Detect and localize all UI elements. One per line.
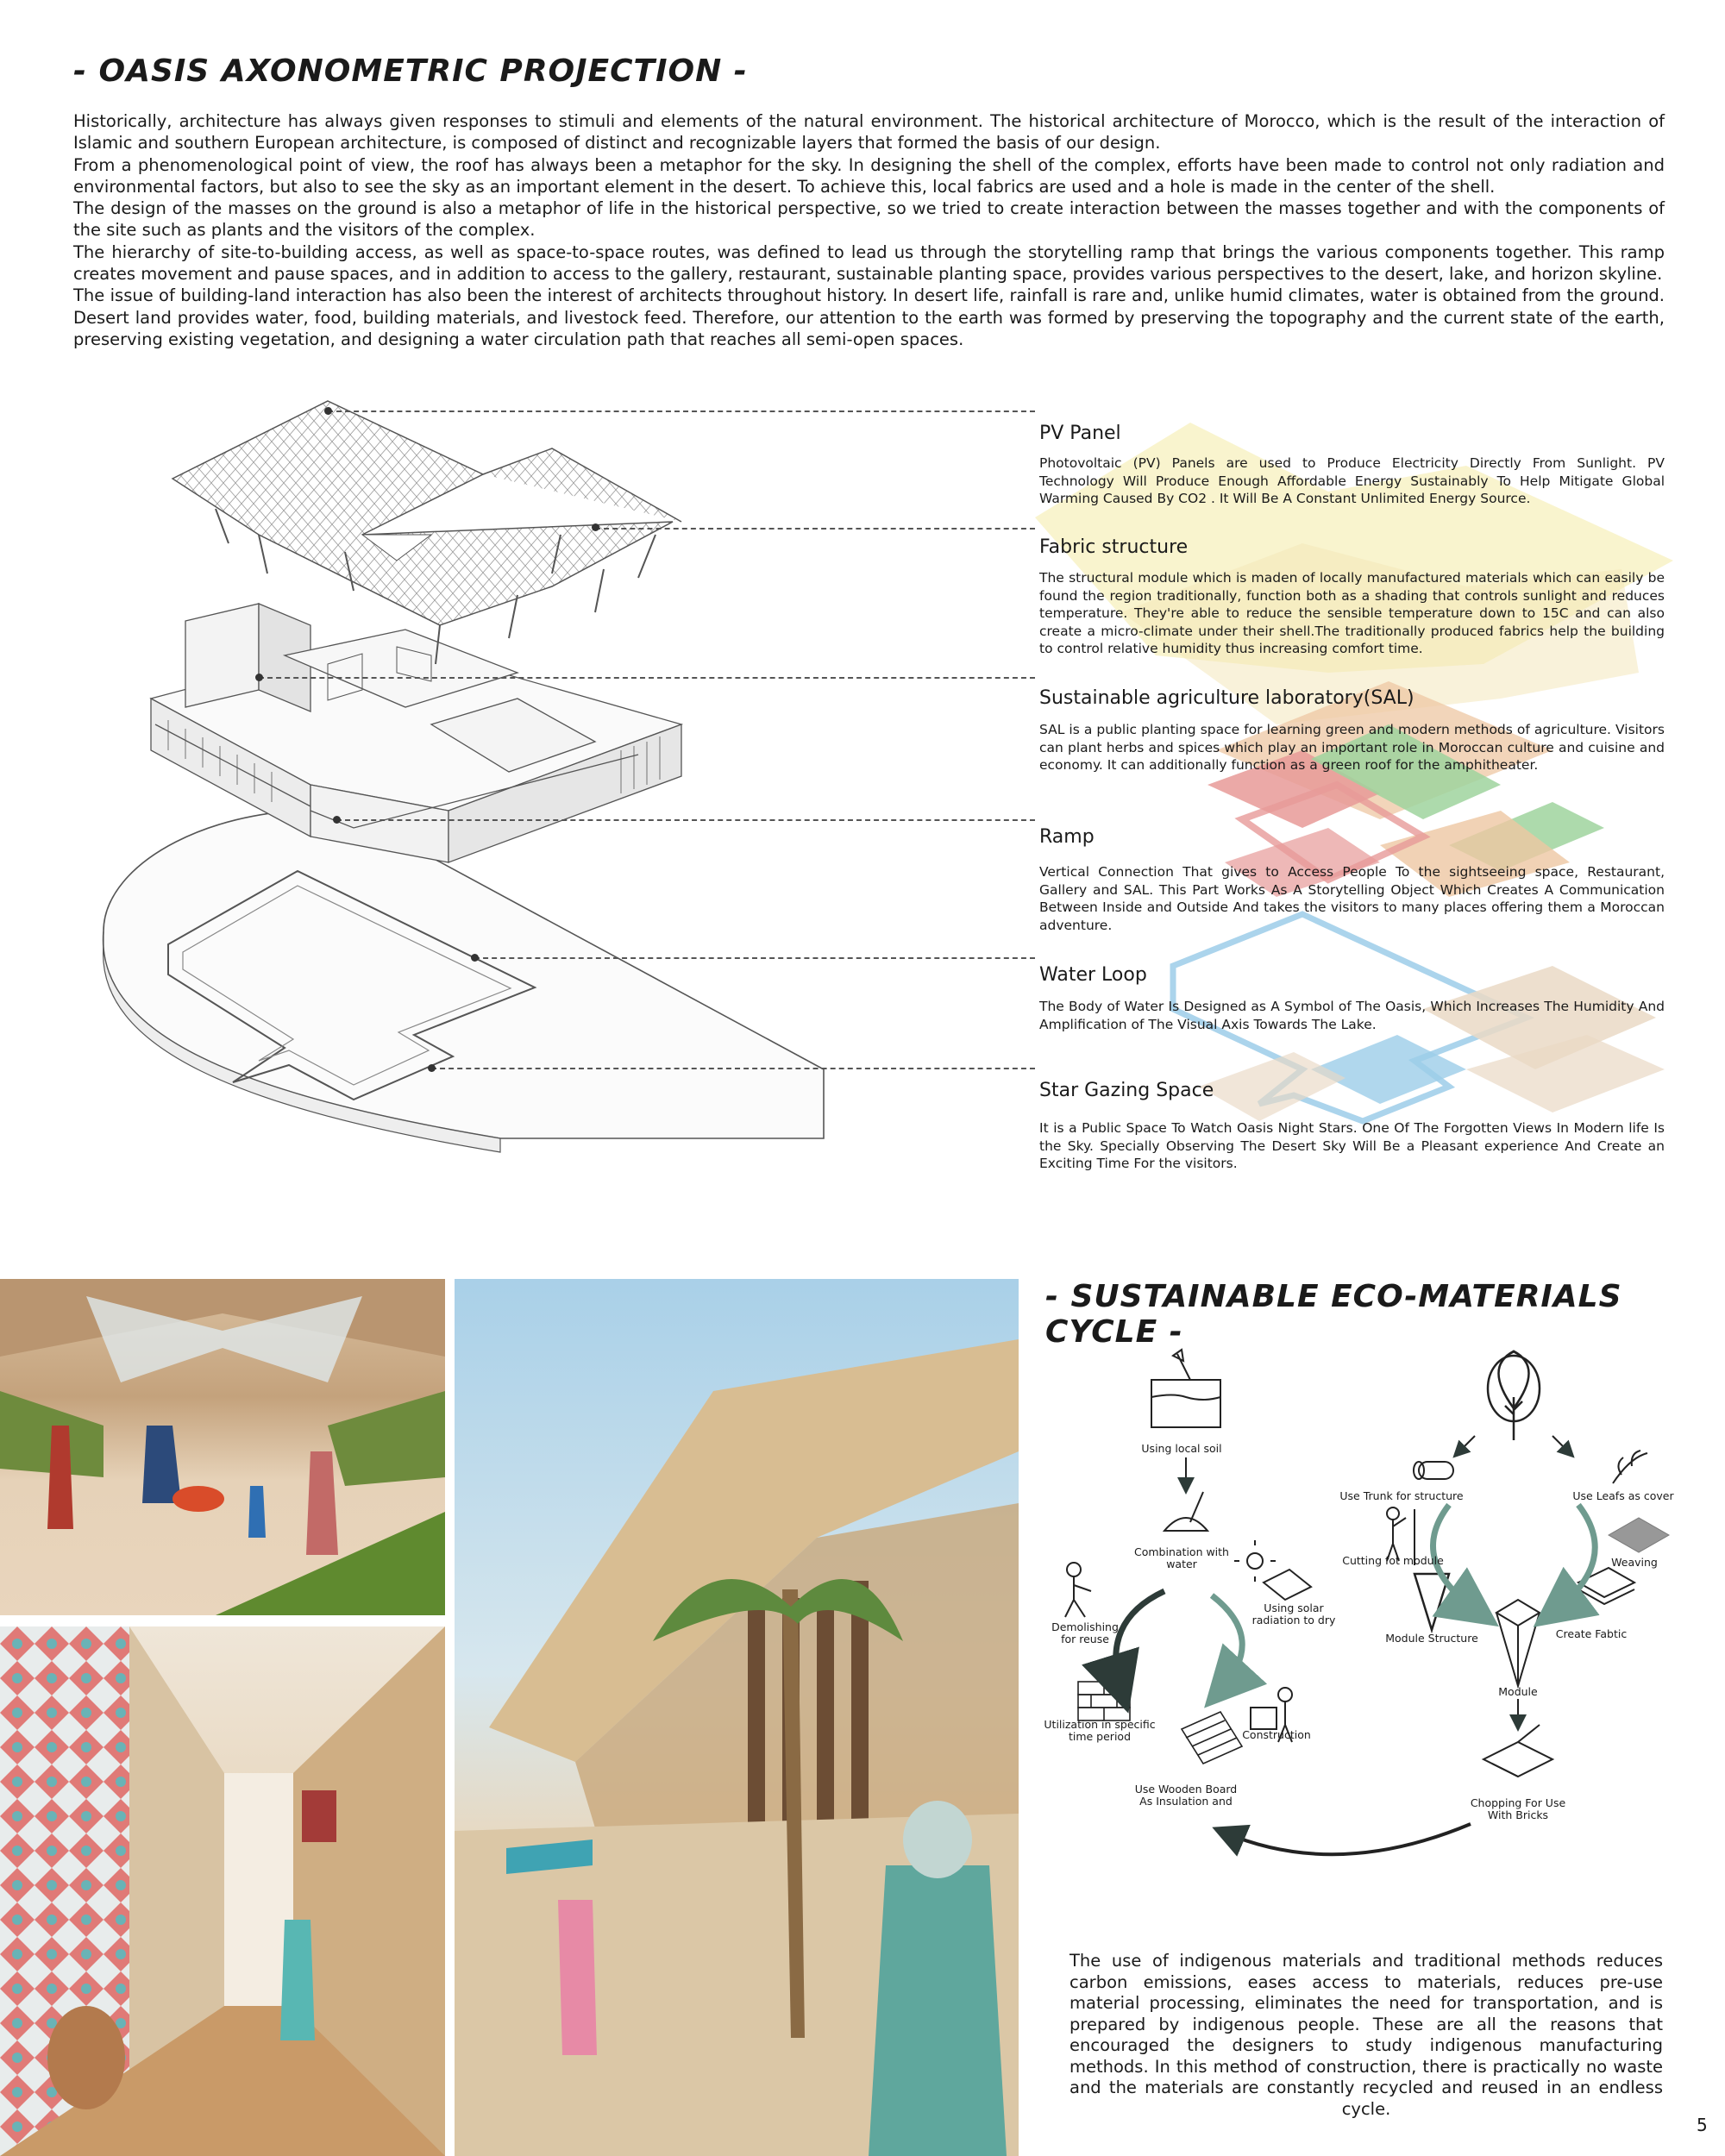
label-create-fabtic: Create Fabtic — [1555, 1627, 1628, 1640]
intro-paragraph: From a phenomenological point of view, the roof has always been a metaphor for the sky. In designing the shell of the complex, efforts have been made to control not only radiation and environmental factors, but also to see the sky as an important element in the desert. To achieve this, local fabrics are used and a hole is made in the center of the shell. — [73, 154, 1665, 197]
render-roof-garden — [0, 1279, 445, 1615]
label-demolishing — [1038, 1621, 1132, 1645]
tree-icon — [1488, 1351, 1540, 1440]
return-arrow — [1225, 1824, 1471, 1854]
axonometric-title: - OASIS AXONOMETRIC PROJECTION - — [73, 53, 748, 89]
intro-text — [73, 110, 1665, 350]
leader-dot — [255, 674, 263, 681]
label-line: radiation to dry — [1251, 1614, 1336, 1626]
label-line: water — [1166, 1557, 1197, 1570]
intro-paragraph: The design of the masses on the ground is also a metaphor of life in the historical perspective, so we tried to create interaction between the masses together and with the components of the site such as plants and the visitors of the complex. — [73, 198, 1665, 241]
leader-dot — [428, 1064, 436, 1072]
layer-label-water-loop: Water Loop — [1039, 964, 1147, 986]
render-corridor — [0, 1626, 445, 2156]
arrow-down-right-icon — [1552, 1436, 1570, 1453]
layer-desc-star-gazing: It is a Public Space To Watch Oasis Night Stars. One Of The Forgotten Views In Modern life Is the Sky. Specially Observing The Desert Sky Will Be a Pleasant experience And Create an Exciting Time For the visitors. — [1039, 1120, 1665, 1171]
intro-paragraph: The issue of building-land interaction has also been the interest of architects throughout history. In desert life, rainfall is rare and, unlike humid climates, water is obtained from the ground. Desert land provides water, food, building materials, and livestock feed. Therefore, our attention to the earth was formed by preserving the topography and the current state of the earth, preserving existing vegetation, and designing a water circulation path that reaches all semi-open spaces. — [73, 285, 1665, 349]
leader-line — [328, 411, 1035, 412]
log-icon — [1414, 1462, 1453, 1479]
layer-desc-water-loop: The Body of Water Is Designed as A Symbol of The Oasis, Which Increases The Humidity And Amplification of The Visual Axis Towards The Lake. — [1039, 999, 1665, 1032]
label-construction: Construction — [1242, 1728, 1311, 1741]
label-utilization — [1035, 1719, 1164, 1743]
label-chopping — [1449, 1797, 1587, 1821]
layer-label-ramp: Ramp — [1039, 826, 1095, 848]
star-gazing-shape — [1311, 1035, 1466, 1104]
leaf-icon — [1613, 1451, 1647, 1483]
chopping-icon — [1484, 1725, 1552, 1777]
label-line: Using solar — [1264, 1601, 1324, 1614]
soil-icon — [1151, 1350, 1220, 1427]
eco-materials-text: The use of indigenous materials and traditional methods reduces carbon emissions, eases access to materials, reduces pre-use material processing, eliminates the need for transportation, and is prepared by indigenous people. These are all the reasons that encouraged the designers to study indigenous manufacturing methods. In this method of construction, there is practically no waste and the materials are constantly recycled and reused in an endless cycle. — [1070, 1951, 1663, 2119]
label-weaving: Weaving — [1611, 1556, 1658, 1569]
leader-dot — [471, 954, 479, 962]
label-using-solar-radiation — [1238, 1602, 1350, 1626]
page-number: 5 — [1697, 2115, 1708, 2135]
layer-desc-fabric-structure: The structural module which is maden of locally manufactured materials which can easily be found the region traditionally, function both as a shading that controls sunlight and reduces temperature. They're able to reduce the sensible temperature down to 15C and can also create a micro-climate under their shell.The traditionally produced fabrics help the building to control relative humidity thus increasing comfort time. — [1039, 570, 1665, 656]
layer-desc-pv-panel: Photovoltaic (PV) Panels are used to Produce Electricity Directly From Sunlight. PV Technology Will Produce Enough Affordable Energy Sustainably To Help Mitigate Global Warming Caused By CO2 . It Will Be A Constant Unlimited Energy Source. — [1039, 455, 1665, 506]
leader-dot — [592, 523, 599, 531]
label-line: With Bricks — [1487, 1808, 1549, 1821]
label-line: As Insulation and — [1139, 1795, 1233, 1808]
label-module: Module — [1498, 1685, 1538, 1698]
layer-label-pv-panel: PV Panel — [1039, 423, 1121, 444]
arrow-down-left-icon — [1458, 1436, 1475, 1453]
layer-label-star-gazing: Star Gazing Space — [1039, 1080, 1214, 1101]
label-line: Use Wooden Board — [1134, 1783, 1238, 1796]
label-line: Chopping For Use — [1470, 1796, 1566, 1809]
render-exterior-canopy — [455, 1279, 1019, 2156]
layer-label-sal: Sustainable agriculture laboratory(SAL) — [1039, 687, 1414, 709]
label-line: time period — [1068, 1730, 1132, 1743]
ground-plate — [104, 810, 824, 1152]
leader-line — [595, 528, 1035, 530]
layer-desc-ramp: Vertical Connection That gives to Access People To the sightseeing space, Restaurant, Gallery and SAL. This Part Works As A Storytelling Object Which Creates A Communication Between Inside and Outside And takes the visitors to many places offering them a Moroccan adventure. — [1039, 864, 1665, 933]
label-module-structure: Module Structure — [1385, 1632, 1478, 1645]
label-line: for reuse — [1061, 1633, 1109, 1645]
module-icon — [1496, 1600, 1540, 1686]
leader-line — [431, 1068, 1035, 1069]
label-line: Utilization in specific — [1044, 1718, 1156, 1731]
intro-paragraph: Historically, architecture has always given responses to stimuli and elements of the natural environment. The historical architecture of Morocco, which is the result of the interaction of Islamic and southern European architecture, is composed of distinct and recognizable layers that formed the basis of our design. — [73, 111, 1665, 154]
leader-line — [474, 957, 1035, 959]
leader-line — [259, 677, 1035, 679]
layer-label-fabric-structure: Fabric structure — [1039, 536, 1189, 558]
label-use-trunk: Use Trunk for structure — [1339, 1489, 1464, 1502]
intro-paragraph: The hierarchy of site-to-building access, as well as space-to-space routes, was defined to lead us through the storytelling ramp that brings the various components together. This ramp creates movement and pause spaces, and in addition to access to the gallery, restaurant, sustainable planting space, provides various perspectives to the desert, lake, and horizon skyline. — [73, 241, 1665, 285]
label-using-local-soil: Using local soil — [1141, 1442, 1222, 1455]
layer-desc-sal: SAL is a public planting space for learning green and modern methods of agriculture. Visitors can plant herbs and spices which play an important role in Moroccan culture and cuisine and economy. It can additionally function as a green roof for the amphitheater. — [1039, 722, 1665, 773]
layer-color-diagram — [1018, 414, 1690, 1147]
leader-line — [336, 819, 1035, 821]
mixing-icon — [1164, 1492, 1208, 1531]
label-wooden-board — [1121, 1783, 1251, 1808]
ground-shape — [1199, 1052, 1346, 1121]
label-line: Combination with — [1134, 1545, 1229, 1558]
right-cycle-arrow — [1552, 1505, 1595, 1613]
label-line: Demolishing — [1051, 1620, 1119, 1633]
axonometric-drawing — [0, 379, 1035, 1242]
label-cutting-module: Cutting fot module — [1342, 1554, 1444, 1567]
leader-dot — [333, 816, 341, 824]
leader-dot — [324, 407, 332, 415]
eco-materials-title: - SUSTAINABLE ECO-MATERIALS CYCLE - — [1045, 1279, 1622, 1350]
label-use-leafs: Use Leafs as cover — [1572, 1489, 1674, 1502]
demolish-worker-icon — [1065, 1563, 1091, 1617]
weaving-icon — [1609, 1518, 1669, 1552]
label-combination-with-water — [1117, 1546, 1246, 1570]
